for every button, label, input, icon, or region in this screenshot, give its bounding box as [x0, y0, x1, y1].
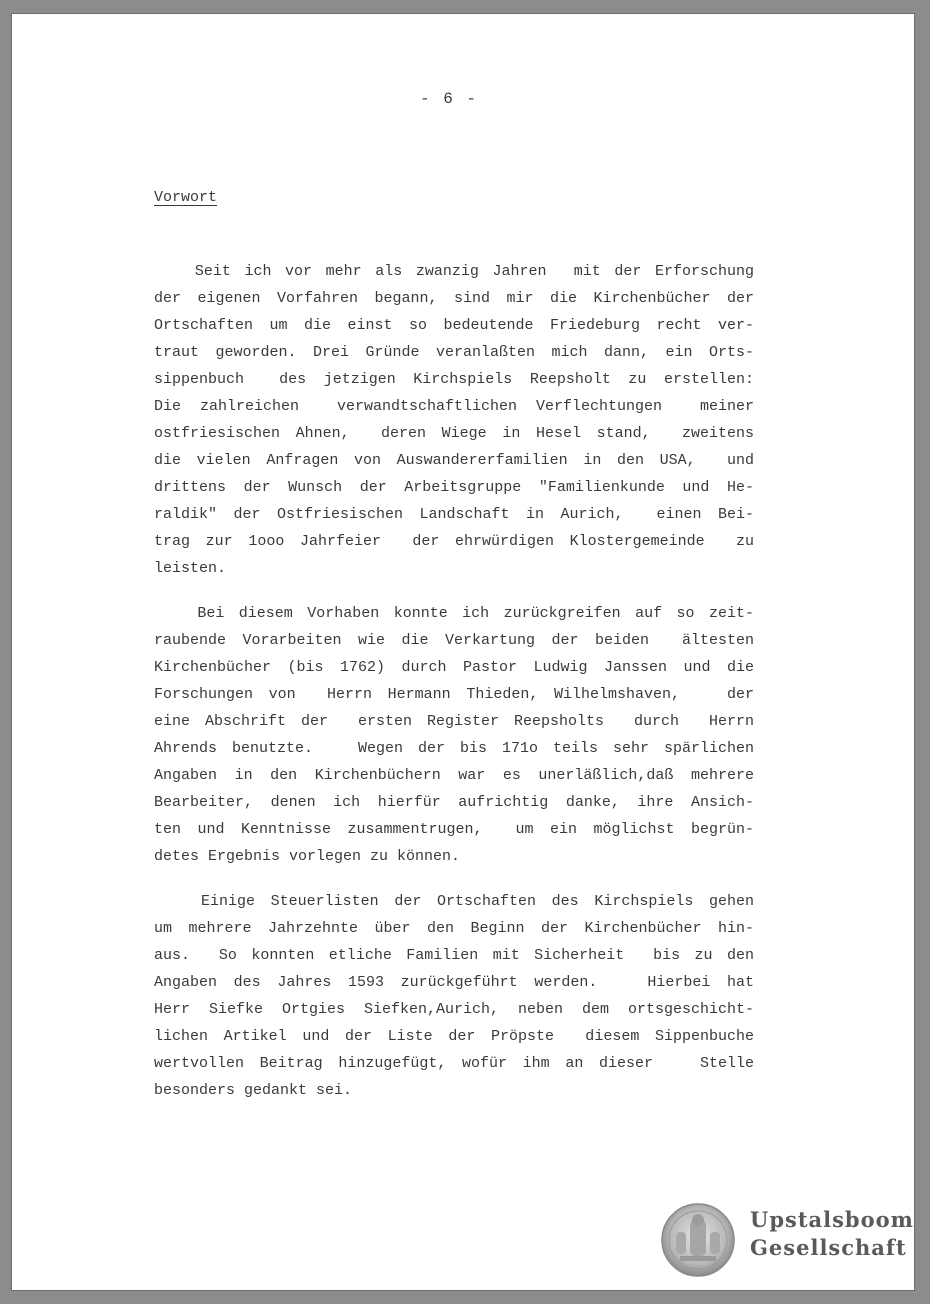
seal-icon [660, 1202, 736, 1278]
text-line: Angaben in den Kirchenbüchern war es unerläßlich,daß mehrere [154, 767, 754, 784]
paragraph-1 [154, 258, 754, 582]
paragraph-3 [154, 888, 754, 1104]
text-line: trag zur 1ooo Jahrfeier der ehrwürdigen Klostergemeinde zu [154, 533, 754, 550]
document-page [12, 14, 914, 1290]
text-line: sippenbuch des jetzigen Kirchspiels Reepsholt zu erstellen: [154, 371, 754, 388]
text-line: ten und Kenntnisse zusammentrugen, um ein möglichst begrün- [154, 821, 754, 838]
text-line: Angaben des Jahres 1593 zurückgeführt werden. Hierbei hat [154, 974, 754, 991]
text-line: Einige Steuerlisten der Ortschaften des Kirchspiels gehen [154, 893, 754, 910]
text-line: leisten. [154, 560, 227, 577]
text-line: ostfriesischen Ahnen, deren Wiege in Hesel stand, zweitens [154, 425, 754, 442]
text-line: Bearbeiter, denen ich hierfür aufrichtig danke, ihre Ansich- [154, 794, 754, 811]
text-line: lichen Artikel und der Liste der Pröpste diesem Sippenbuche [154, 1028, 754, 1045]
text-line: Seit ich vor mehr als zwanzig Jahren mit der Erforschung [154, 263, 754, 280]
logo-line-1: Upstalsboom [750, 1207, 914, 1232]
text-line: der eigenen Vorfahren begann, sind mir die Kirchenbücher der [154, 290, 754, 307]
text-line: drittens der Wunsch der Arbeitsgruppe "Familienkunde und He- [154, 479, 754, 496]
section-heading: Vorwort [154, 189, 218, 206]
logo-line-2: Gesellschaft [750, 1235, 907, 1260]
text-line: Forschungen von Herrn Hermann Thieden, Wilhelmshaven, der [154, 686, 754, 703]
text-line: raubende Vorarbeiten wie die Verkartung der beiden ältesten [154, 632, 754, 649]
text-line: raldik" der Ostfriesischen Landschaft in Aurich, einen Bei- [154, 506, 754, 523]
text-line: detes Ergebnis vorlegen zu können. [154, 848, 461, 865]
text-line: aus. So konnten etliche Familien mit Sicherheit bis zu den [154, 947, 754, 964]
page-number: - 6 - [420, 90, 479, 108]
body-text [154, 258, 754, 1122]
text-line: die vielen Anfragen von Auswandererfamilien in den USA, und [154, 452, 754, 469]
text-line: Ahrends benutzte. Wegen der bis 171o teils sehr spärlichen [154, 740, 754, 757]
text-line: besonders gedankt sei. [154, 1082, 353, 1099]
text-line: Die zahlreichen verwandtschaftlichen Verflechtungen meiner [154, 398, 754, 415]
text-line: wertvollen Beitrag hinzugefügt, wofür ihm an dieser Stelle [154, 1055, 754, 1072]
paragraph-2 [154, 600, 754, 870]
upstalsboom-logo [660, 1202, 914, 1278]
text-line: Kirchenbücher (bis 1762) durch Pastor Ludwig Janssen und die [154, 659, 754, 676]
text-line: Bei diesem Vorhaben konnte ich zurückgreifen auf so zeit- [154, 605, 754, 622]
text-line: eine Abschrift der ersten Register Reepsholts durch Herrn [154, 713, 754, 730]
text-line: Herr Siefke Ortgies Siefken,Aurich, neben dem ortsgeschicht- [154, 1001, 754, 1018]
text-line: traut geworden. Drei Gründe veranlaßten mich dann, ein Orts- [154, 344, 754, 361]
text-line: Ortschaften um die einst so bedeutende Friedeburg recht ver- [154, 317, 754, 334]
text-line: um mehrere Jahrzehnte über den Beginn der Kirchenbücher hin- [154, 920, 754, 937]
logo-text [750, 1206, 914, 1262]
